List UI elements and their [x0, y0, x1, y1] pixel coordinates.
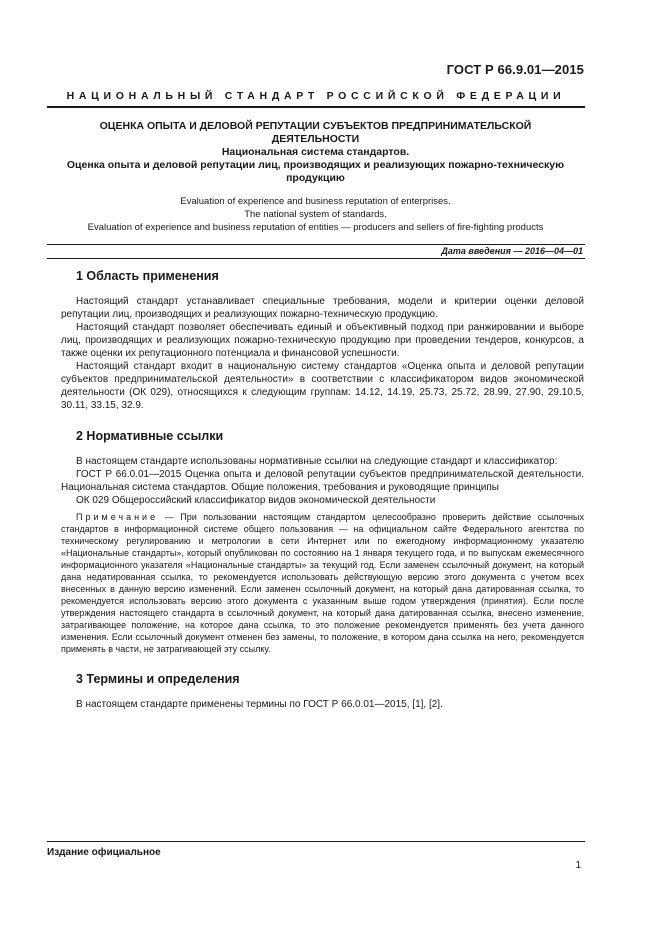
introduction-date: Дата введения — 2016—04—01	[441, 246, 583, 256]
date-rule-bottom	[47, 258, 585, 259]
title-ru-main: ОЦЕНКА ОПЫТА И ДЕЛОВОЙ РЕПУТАЦИИ СУБЪЕКТОВ ПРЕДПРИНИМАТЕЛЬСКОЙ ДЕЯТЕЛЬНОСТИ	[99, 120, 532, 145]
section-3-paragraph-1: В настоящем стандарте применены термины по ГОСТ Р 66.0.01—2015, [1], [2].	[76, 699, 443, 710]
section-2-paragraph-2: ГОСТ Р 66.0.01—2015 Оценка опыта и деловой репутации субъектов предпринимательской деятельности. Национальная система стандартов. Общие положения, требования и руководящие принципы	[61, 469, 584, 493]
national-standard-line: НАЦИОНАЛЬНЫЙ СТАНДАРТ РОССИЙСКОЙ ФЕДЕРАЦИИ	[66, 90, 566, 102]
section-2-heading: 2 Нормативные ссылки	[76, 429, 224, 443]
title-en-line1: Evaluation of experience and business reputation of enterprises.	[180, 196, 451, 207]
title-block-ru	[60, 120, 571, 185]
title-ru-subtitle: Оценка опыта и деловой репутации лиц, производящих и реализующих пожарно-техническую продукцию	[66, 159, 565, 184]
section-1-paragraph-1: Настоящий стандарт устанавливает специальные требования, модели и критерии оценки деловой репутации лиц, производящих и реализующих пожарно-техническую продукцию.	[61, 296, 584, 320]
title-block-en	[60, 195, 571, 234]
document-code: ГОСТ Р 66.9.01—2015	[446, 62, 584, 77]
footer-rule	[47, 841, 585, 842]
page-number: 1	[575, 860, 581, 871]
header-rule	[47, 106, 585, 108]
section-1-heading: 1 Область применения	[76, 269, 219, 283]
title-ru-system: Национальная система стандартов.	[221, 146, 410, 158]
title-en-line2: The national system of standards.	[244, 209, 387, 220]
date-rule-top	[47, 244, 585, 245]
official-edition-label: Издание официальное	[47, 847, 161, 858]
section-2-paragraph-1: В настоящем стандарте использованы нормативные ссылки на следующие стандарт и классификатор:	[76, 456, 558, 467]
note-label: Примечание	[76, 512, 159, 522]
title-en-line3: Evaluation of experience and business reputation of entities — producers and sellers of fire-fighting products	[87, 222, 544, 233]
section-3-heading: 3 Термины и определения	[76, 672, 240, 686]
document-body	[61, 268, 584, 711]
section-2-paragraph-3: ОК 029 Общероссийский классификатор видов экономической деятельности	[76, 495, 436, 506]
note-text: — При пользовании настоящим стандартом целесообразно проверить действие ссылочных стандартов в информационной системе общего пользования — на официальном сайте Федерального агентства по техническому регулированию и метрологии в сети Интернет или по ежегодному информационному указателю «Национальные стандарты», который опубликован по состоянию на 1 января текущего года, и по выпускам ежемесячного информационного указателя «Национальные стандарты» за текущий год. Если заменен ссылочный документ, на который дана недатированная ссылка, то рекомендуется использовать действующую версию этого документа с учетом всех внесенных в данную версию изменений. Если заменен ссылочный документ, на который дана датированная ссылка, то рекомендуется использовать версию этого документа с указанным выше годом утверждения (принятия). Если после утверждения настоящего стандарта в ссылочный документ, на который дана датированная ссылка, внесено изменение, затрагивающее положение, на которое дана ссылка, то это положение рекомендуется применять без учета данного изменения. Если ссылочный документ отменен без замены, то положение, в котором дана ссылка на него, рекомендуется применять в части, не затрагивающей эту ссылку.	[61, 512, 584, 654]
section-1-paragraph-3: Настоящий стандарт входит в национальную систему стандартов «Оценка опыта и деловой репутации субъектов предпринимательской деятельности» в соответствии с классификатором видов экономической деятельности (ОК 029), относящихся к следующим группам: 14.12, 14.19, 25.73, 25.72, 28.99, 27.90, 29.10.5, 30.11, 33.15, 32.9.	[61, 361, 584, 411]
section-2-note	[61, 511, 584, 655]
section-1-paragraph-2: Настоящий стандарт позволяет обеспечивать единый и объективный подход при ранжировании и выборе лиц, производящих и реализующих пожарно-техническую продукцию при проведении тендеров, конкурсов, а также оценки их репутационного потенциала и финансовой успешности.	[61, 322, 584, 359]
